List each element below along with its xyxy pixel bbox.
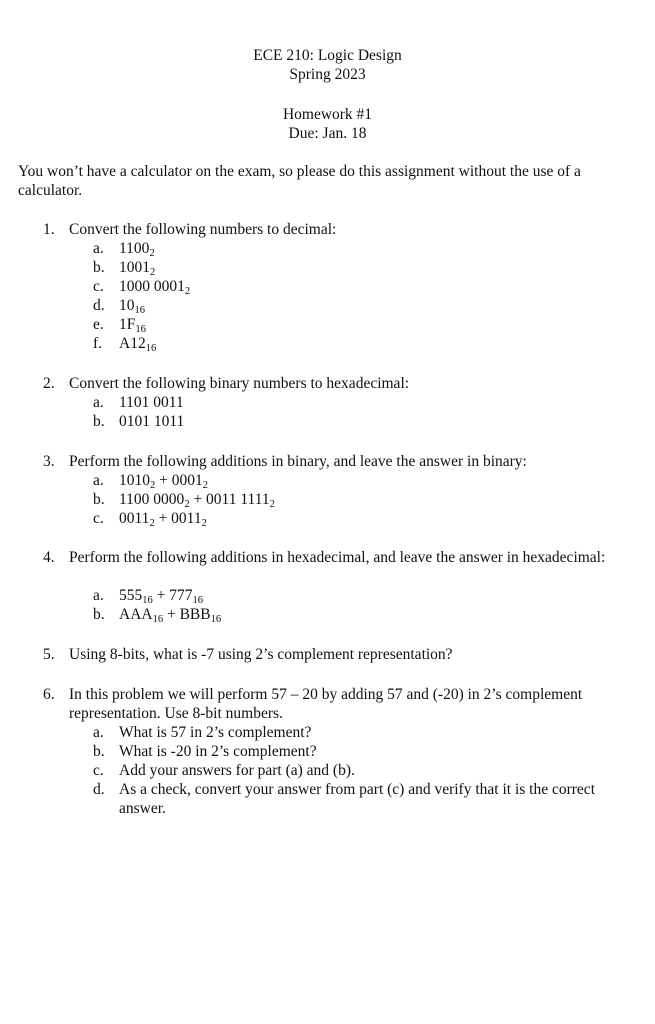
- question-text: Convert the following numbers to decimal:: [69, 221, 337, 238]
- document-header: [0, 46, 655, 84]
- question-number: 2.: [43, 375, 55, 392]
- question-text: Convert the following binary numbers to hexadecimal:: [69, 375, 410, 392]
- question-number: 4.: [43, 549, 55, 566]
- intro-paragraph: You won’t have a calculator on the exam, so please do this assignment without the use of a calculator.: [18, 163, 581, 199]
- due-date: Due: Jan. 18: [288, 125, 367, 142]
- question-number: 6.: [43, 686, 55, 703]
- question-text: Using 8-bits, what is -7 using 2’s complement representation?: [69, 646, 453, 663]
- assignment-header: [0, 105, 655, 143]
- question-number: 5.: [43, 646, 55, 663]
- assignment-title: Homework #1: [282, 106, 373, 123]
- question-text: In this problem we will perform 57 – 20 by adding 57 and (-20) in 2’s complement representation. Use 8-bit numbers.: [69, 686, 583, 722]
- question-number: 1.: [43, 221, 55, 238]
- question-number: 3.: [43, 453, 55, 470]
- course-title: ECE 210: Logic Design: [253, 47, 402, 64]
- question-text: Perform the following additions in hexadecimal, and leave the answer in hexadecimal:: [69, 549, 606, 566]
- term: Spring 2023: [289, 66, 366, 83]
- question-text: Perform the following additions in binary, and leave the answer in binary:: [69, 453, 527, 470]
